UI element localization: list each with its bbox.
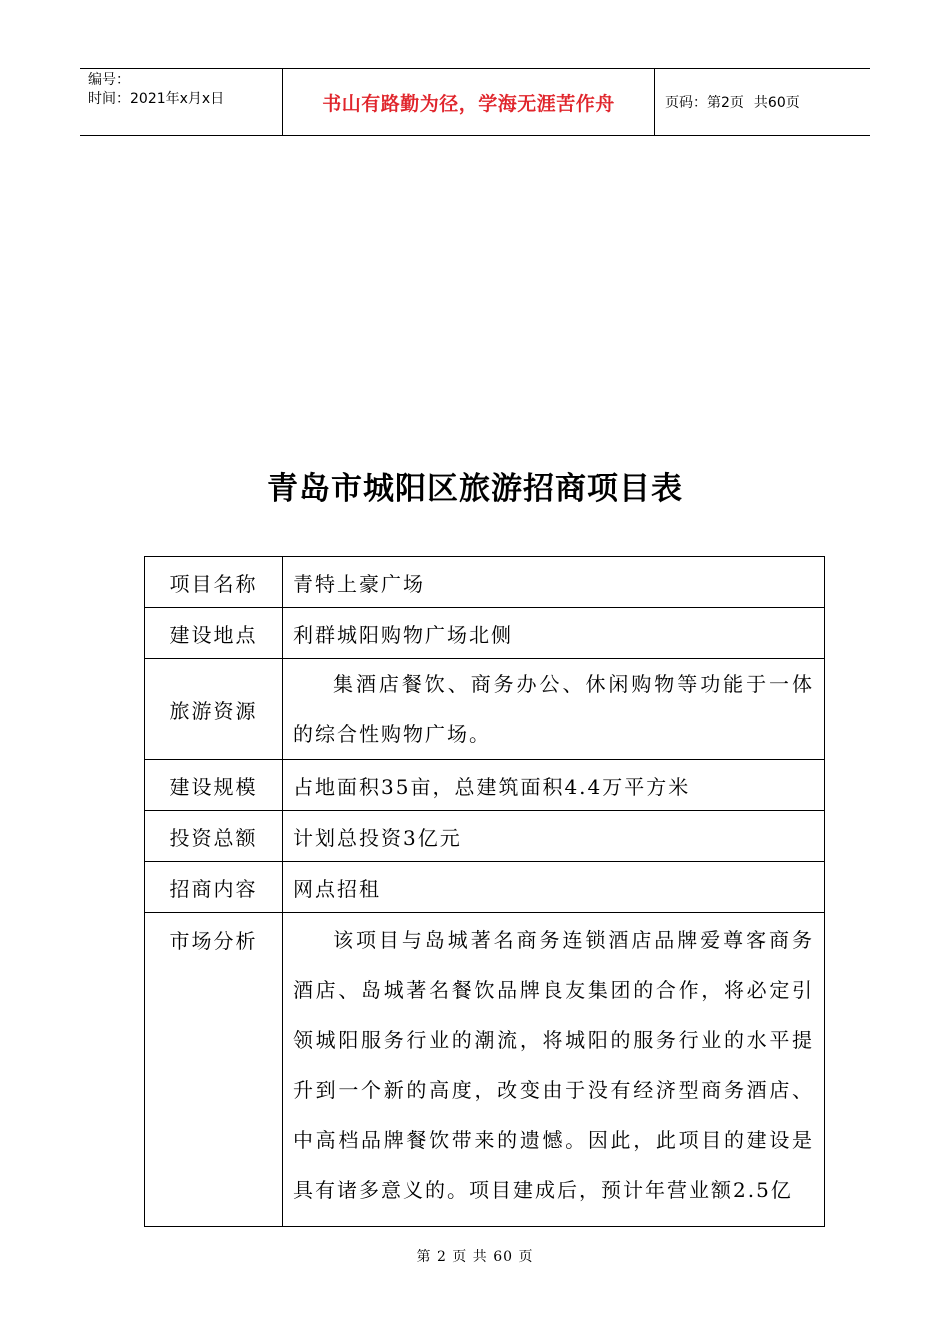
row-value: 占地面积35亩，总建筑面积4.4万平方米 xyxy=(283,760,825,811)
document-title: 青岛市城阳区旅游招商项目表 xyxy=(267,471,683,507)
row-label: 旅游资源 xyxy=(145,659,283,760)
document-header xyxy=(80,68,870,136)
row-label: 投资总额 xyxy=(145,811,283,862)
row-value: 网点招租 xyxy=(283,862,825,913)
table-row xyxy=(145,760,825,811)
table-row xyxy=(145,913,825,1227)
page-number-label: 页码：第2页 xyxy=(665,95,744,111)
total-pages-label: 共60页 xyxy=(753,95,800,111)
header-meta xyxy=(80,69,283,135)
row-value: 青特上豪广场 xyxy=(283,557,825,608)
table-row xyxy=(145,862,825,913)
row-value: 利群城阳购物广场北侧 xyxy=(283,608,825,659)
row-label: 市场分析 xyxy=(145,913,283,1227)
header-page-info xyxy=(655,69,870,135)
row-label: 招商内容 xyxy=(145,862,283,913)
row-value: 计划总投资3亿元 xyxy=(283,811,825,862)
page-footer: 第 2 页 共 60 页 xyxy=(416,1249,534,1265)
row-value: 集酒店餐饮、商务办公、休闲购物等功能于一体的综合性购物广场。 xyxy=(283,659,825,760)
table-row xyxy=(145,608,825,659)
header-motto: 书山有路勤为径，学海无涯苦作舟 xyxy=(283,69,655,135)
serial-number-label: 编号： xyxy=(88,72,130,88)
row-value: 该项目与岛城著名商务连锁酒店品牌爱尊客商务酒店、岛城著名餐饮品牌良友集团的合作，将必定引领城阳服务行业的潮流，将城阳的服务行业的水平提升到一个新的高度，改变由于没有经济型商务酒店、中高档品牌餐饮带来的遗憾。因此，此项目的建设是具有诸多意义的。项目建成后，预计年营业额2.5亿 xyxy=(283,913,825,1227)
date-label: 时间：2021年x月x日 xyxy=(88,91,225,107)
row-label: 项目名称 xyxy=(145,557,283,608)
row-label: 建设地点 xyxy=(145,608,283,659)
table-row xyxy=(145,811,825,862)
table-row xyxy=(145,659,825,760)
row-label: 建设规模 xyxy=(145,760,283,811)
project-table xyxy=(144,556,825,1227)
table-row xyxy=(145,557,825,608)
